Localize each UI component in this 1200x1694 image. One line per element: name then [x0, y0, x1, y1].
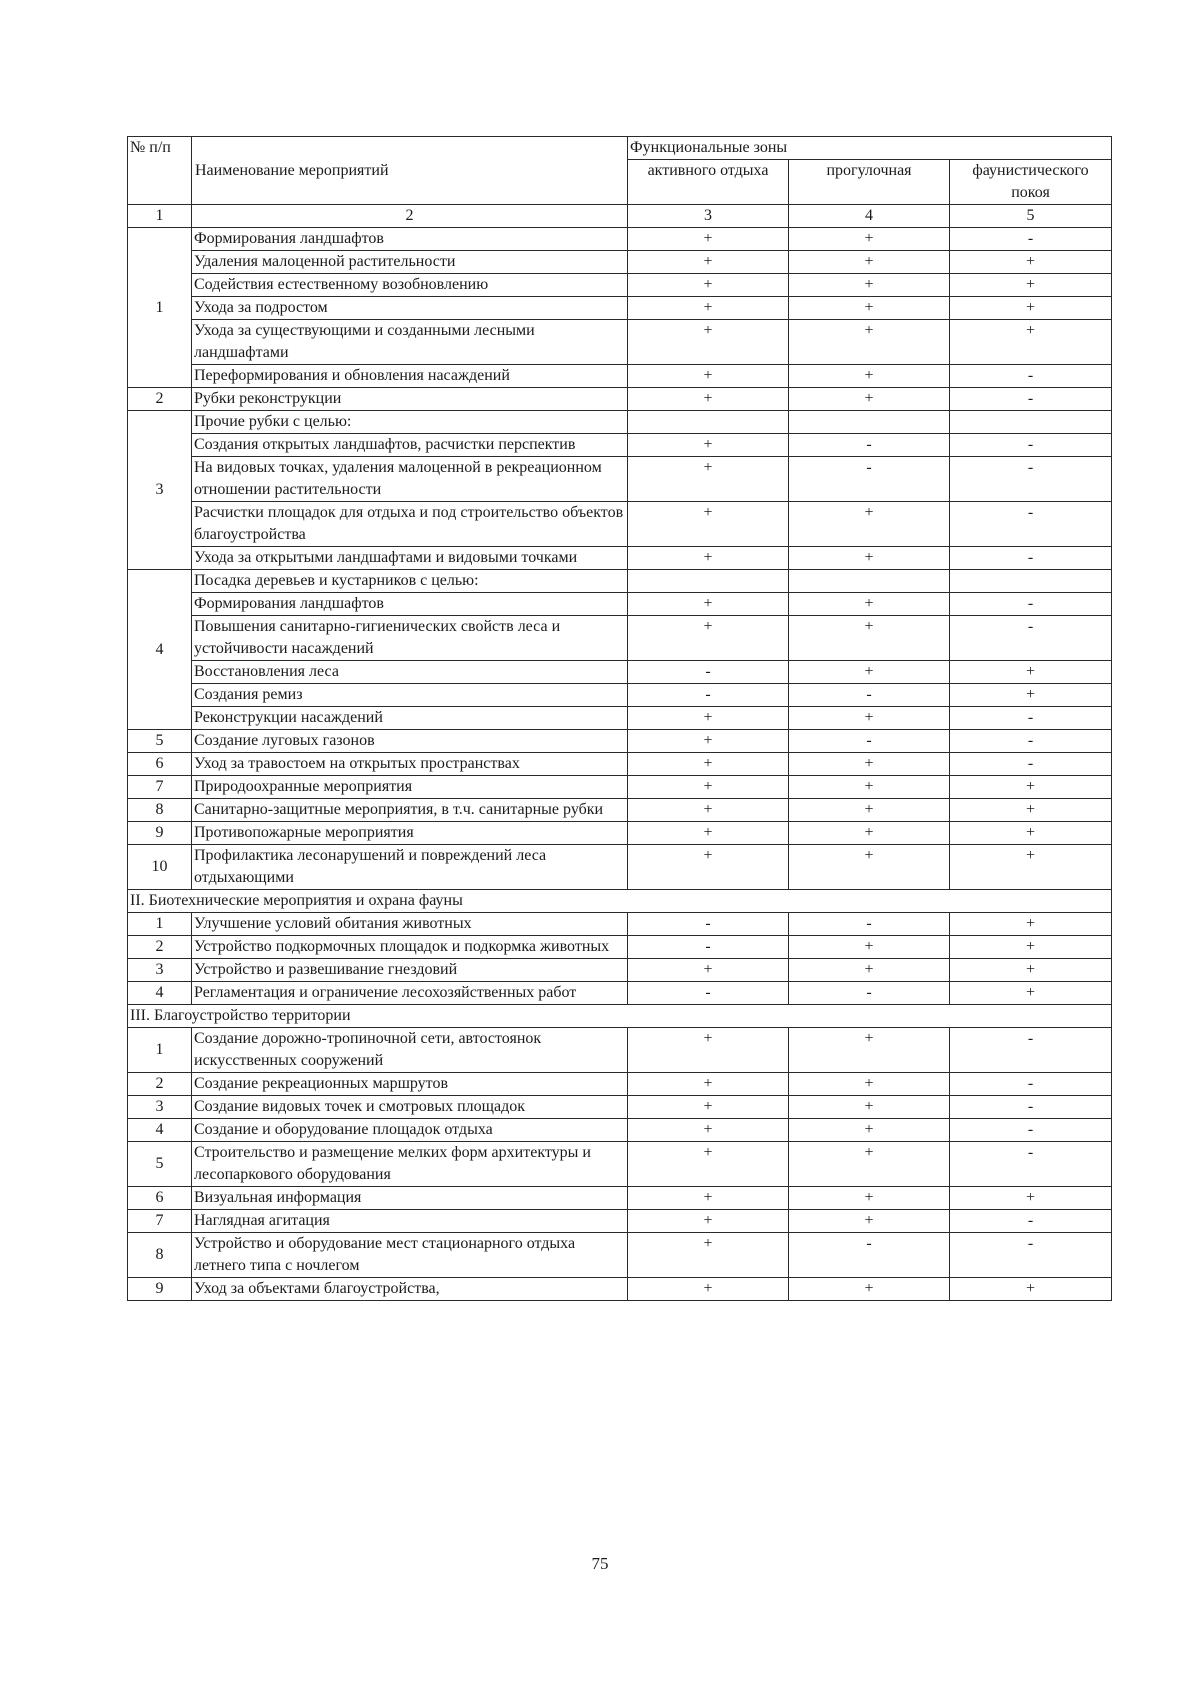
measure-name: Уход за травостоем на открытых пространствах — [192, 753, 628, 776]
zone-mark: + — [789, 365, 950, 388]
zone-mark: - — [789, 434, 950, 457]
measure-name: Строительство и размещение мелких форм архитектуры и лесопаркового оборудования — [192, 1142, 628, 1187]
zone-mark-empty — [628, 570, 789, 593]
zone-mark: + — [628, 799, 789, 822]
zone-mark: - — [789, 982, 950, 1005]
row-number: 6 — [128, 1187, 192, 1210]
table-row — [128, 411, 1112, 434]
measure-name: Устройство подкормочных площадок и подкормка животных — [192, 936, 628, 959]
measure-name: Расчистки площадок для отдыха и под строительство объектов благоустройства — [192, 502, 628, 547]
row-number: 1 — [128, 913, 192, 936]
zone-mark: + — [628, 1278, 789, 1301]
zone-mark: + — [628, 1096, 789, 1119]
row-number: 1 — [128, 228, 192, 388]
zone-mark: + — [789, 297, 950, 320]
table-row — [128, 1142, 1112, 1187]
measure-name: Формирования ландшафтов — [192, 593, 628, 616]
section-title: II. Биотехнические мероприятия и охрана фауны — [128, 890, 1112, 913]
measures-table — [127, 136, 1112, 1301]
zone-mark: + — [628, 776, 789, 799]
zone-mark: + — [789, 822, 950, 845]
zone-mark: + — [950, 982, 1112, 1005]
table-row — [128, 799, 1112, 822]
table-row — [128, 913, 1112, 936]
measure-name: На видовых точках, удаления малоценной в рекреационном отношении растительности — [192, 457, 628, 502]
zone-mark: + — [628, 547, 789, 570]
zone-mark: + — [628, 707, 789, 730]
zone-mark: - — [789, 684, 950, 707]
zone-mark: + — [789, 251, 950, 274]
zone-mark: + — [628, 434, 789, 457]
row-number: 3 — [128, 959, 192, 982]
row-number: 9 — [128, 822, 192, 845]
zone-mark: + — [628, 593, 789, 616]
zone-mark: + — [950, 1187, 1112, 1210]
zone-mark: - — [950, 388, 1112, 411]
zone-mark: + — [950, 320, 1112, 365]
zone-mark: + — [628, 753, 789, 776]
measure-name: Создание рекреационных маршрутов — [192, 1073, 628, 1096]
table-row — [128, 297, 1112, 320]
zone-mark: + — [628, 388, 789, 411]
zone-mark: - — [950, 502, 1112, 547]
column-number: 5 — [950, 205, 1112, 228]
zone-mark: + — [628, 1233, 789, 1278]
zone-mark: - — [628, 684, 789, 707]
zone-mark: + — [789, 228, 950, 251]
row-number: 2 — [128, 936, 192, 959]
zone-mark: - — [789, 1233, 950, 1278]
table-row — [128, 388, 1112, 411]
zone-mark: - — [950, 707, 1112, 730]
zone-mark: + — [789, 959, 950, 982]
column-number: 1 — [128, 205, 192, 228]
header-name: Наименование мероприятий — [192, 137, 628, 205]
zone-mark: + — [628, 822, 789, 845]
zone-mark: + — [950, 1278, 1112, 1301]
table-row — [128, 1028, 1112, 1073]
table-row — [128, 1233, 1112, 1278]
table-row — [128, 1210, 1112, 1233]
measure-name: Восстановления леса — [192, 661, 628, 684]
zone-mark: + — [789, 799, 950, 822]
zone-mark: + — [628, 1028, 789, 1073]
zone-mark: - — [950, 1096, 1112, 1119]
header-zone-walking: прогулочная — [789, 160, 950, 205]
table-row — [128, 1096, 1112, 1119]
zone-mark: + — [950, 959, 1112, 982]
measure-name: Рубки реконструкции — [192, 388, 628, 411]
table-row — [128, 251, 1112, 274]
zone-mark: + — [789, 753, 950, 776]
zone-mark: + — [628, 1142, 789, 1187]
table-row — [128, 753, 1112, 776]
zone-mark: - — [789, 913, 950, 936]
zone-mark: + — [789, 593, 950, 616]
row-number: 10 — [128, 845, 192, 890]
table-row — [128, 434, 1112, 457]
zone-mark: + — [789, 845, 950, 890]
table-row — [128, 1278, 1112, 1301]
row-number: 5 — [128, 730, 192, 753]
measure-name: Создания ремиз — [192, 684, 628, 707]
zone-mark: + — [950, 845, 1112, 890]
zone-mark: - — [628, 661, 789, 684]
column-number: 2 — [192, 205, 628, 228]
table-row — [128, 593, 1112, 616]
zone-mark: + — [628, 365, 789, 388]
zone-mark: + — [950, 297, 1112, 320]
table-row — [128, 776, 1112, 799]
zone-mark: + — [789, 1142, 950, 1187]
zone-mark: - — [789, 730, 950, 753]
row-number: 4 — [128, 1119, 192, 1142]
table-row — [128, 457, 1112, 502]
measure-name: Устройство и развешивание гнездовий — [192, 959, 628, 982]
zone-mark: - — [950, 753, 1112, 776]
row-number: 8 — [128, 1233, 192, 1278]
zone-mark: + — [628, 616, 789, 661]
table-row — [128, 1119, 1112, 1142]
zone-mark: + — [789, 707, 950, 730]
zone-mark: + — [950, 776, 1112, 799]
zone-mark: + — [789, 1028, 950, 1073]
measure-name: Ухода за подростом — [192, 297, 628, 320]
zone-mark-empty — [789, 411, 950, 434]
measure-name: Природоохранные мероприятия — [192, 776, 628, 799]
group-title: Прочие рубки с целью: — [192, 411, 628, 434]
zone-mark: - — [950, 1210, 1112, 1233]
zone-mark: + — [950, 684, 1112, 707]
zone-mark: + — [628, 1187, 789, 1210]
zone-mark: - — [950, 1233, 1112, 1278]
zone-mark: - — [950, 457, 1112, 502]
zone-mark: + — [789, 661, 950, 684]
row-number: 5 — [128, 1142, 192, 1187]
table-row — [128, 936, 1112, 959]
zone-mark: - — [628, 913, 789, 936]
row-number: 1 — [128, 1028, 192, 1073]
zone-mark-empty — [950, 411, 1112, 434]
zone-mark: - — [628, 982, 789, 1005]
measure-name: Противопожарные мероприятия — [192, 822, 628, 845]
table-body — [128, 228, 1112, 1301]
zone-mark: + — [789, 1210, 950, 1233]
zone-mark: + — [789, 936, 950, 959]
header-zone-fauna: фаунистического покоя — [950, 160, 1112, 205]
zone-mark: + — [789, 1096, 950, 1119]
zone-mark: + — [789, 388, 950, 411]
page-number: 75 — [591, 1554, 609, 1573]
measure-name: Создания открытых ландшафтов, расчистки перспектив — [192, 434, 628, 457]
measure-name: Создание видовых точек и смотровых площадок — [192, 1096, 628, 1119]
zone-mark: - — [950, 1028, 1112, 1073]
measure-name: Создание дорожно-тропиночной сети, автостоянок искусственных сооружений — [192, 1028, 628, 1073]
zone-mark: - — [950, 593, 1112, 616]
measure-name: Уход за объектами благоустройства, — [192, 1278, 628, 1301]
column-number: 3 — [628, 205, 789, 228]
row-number: 8 — [128, 799, 192, 822]
measure-name: Регламентация и ограничение лесохозяйственных работ — [192, 982, 628, 1005]
group-title: Посадка деревьев и кустарников с целью: — [192, 570, 628, 593]
measure-name: Ухода за существующими и созданными лесными ландшафтами — [192, 320, 628, 365]
zone-mark: + — [789, 776, 950, 799]
zone-mark: - — [950, 365, 1112, 388]
row-number: 9 — [128, 1278, 192, 1301]
zone-mark: + — [628, 1073, 789, 1096]
zone-mark: + — [789, 1278, 950, 1301]
table-row — [128, 616, 1112, 661]
measure-name: Санитарно-защитные мероприятия, в т.ч. санитарные рубки — [192, 799, 628, 822]
header-number: № п/п — [128, 137, 192, 205]
section-header-row — [128, 890, 1112, 913]
measure-name: Повышения санитарно-гигиенических свойств леса и устойчивости насаждений — [192, 616, 628, 661]
row-number: 3 — [128, 411, 192, 570]
row-number: 7 — [128, 1210, 192, 1233]
zone-mark: + — [789, 547, 950, 570]
zone-mark: - — [950, 616, 1112, 661]
table-row — [128, 845, 1112, 890]
zone-mark-empty — [950, 570, 1112, 593]
zone-mark: + — [628, 1210, 789, 1233]
measure-name: Профилактика лесонарушений и повреждений леса отдыхающими — [192, 845, 628, 890]
measure-name: Ухода за открытыми ландшафтами и видовыми точками — [192, 547, 628, 570]
header-zone-active: активного отдыха — [628, 160, 789, 205]
row-number: 6 — [128, 753, 192, 776]
table-row — [128, 661, 1112, 684]
row-number: 2 — [128, 1073, 192, 1096]
measure-name: Создание и оборудование площадок отдыха — [192, 1119, 628, 1142]
zone-mark: + — [789, 502, 950, 547]
zone-mark: + — [628, 274, 789, 297]
column-number: 4 — [789, 205, 950, 228]
table-row — [128, 502, 1112, 547]
measure-name: Переформирования и обновления насаждений — [192, 365, 628, 388]
zone-mark: + — [628, 845, 789, 890]
measure-name: Удаления малоценной растительности — [192, 251, 628, 274]
zone-mark-empty — [628, 411, 789, 434]
measure-name: Визуальная информация — [192, 1187, 628, 1210]
measure-name: Содействия естественному возобновлению — [192, 274, 628, 297]
zone-mark: + — [789, 616, 950, 661]
zone-mark: + — [789, 1187, 950, 1210]
row-number: 7 — [128, 776, 192, 799]
zone-mark: + — [628, 959, 789, 982]
zone-mark: + — [628, 1119, 789, 1142]
zone-mark: + — [628, 730, 789, 753]
zone-mark: - — [950, 434, 1112, 457]
section-title: III. Благоустройство территории — [128, 1005, 1112, 1028]
zone-mark: - — [950, 1073, 1112, 1096]
zone-mark: + — [789, 1073, 950, 1096]
table-row — [128, 959, 1112, 982]
table-row — [128, 982, 1112, 1005]
zone-mark: - — [950, 1119, 1112, 1142]
zone-mark: + — [628, 297, 789, 320]
table-row — [128, 320, 1112, 365]
zone-mark: + — [950, 913, 1112, 936]
zone-mark: - — [789, 457, 950, 502]
zone-mark: - — [950, 228, 1112, 251]
table-row — [128, 730, 1112, 753]
table-row — [128, 1187, 1112, 1210]
zone-mark: + — [628, 320, 789, 365]
zone-mark: + — [628, 457, 789, 502]
zone-mark: + — [950, 661, 1112, 684]
table-row — [128, 570, 1112, 593]
zone-mark-empty — [789, 570, 950, 593]
table-row — [128, 1073, 1112, 1096]
zone-mark: + — [789, 1119, 950, 1142]
zone-mark: + — [628, 251, 789, 274]
row-number: 2 — [128, 388, 192, 411]
measure-name: Устройство и оборудование мест стационарного отдыха летнего типа с ночлегом — [192, 1233, 628, 1278]
header-zones-group: Функциональные зоны — [628, 137, 1112, 160]
row-number: 4 — [128, 570, 192, 730]
zone-mark: + — [950, 936, 1112, 959]
measure-name: Реконструкции насаждений — [192, 707, 628, 730]
table-row — [128, 822, 1112, 845]
measure-name: Формирования ландшафтов — [192, 228, 628, 251]
table-row — [128, 684, 1112, 707]
row-number: 4 — [128, 982, 192, 1005]
zone-mark: + — [950, 274, 1112, 297]
measure-name: Улучшение условий обитания животных — [192, 913, 628, 936]
zone-mark: + — [789, 274, 950, 297]
zone-mark: + — [950, 799, 1112, 822]
table-row — [128, 547, 1112, 570]
zone-mark: + — [628, 502, 789, 547]
zone-mark: - — [950, 1142, 1112, 1187]
zone-mark: + — [789, 320, 950, 365]
table-row — [128, 707, 1112, 730]
section-header-row — [128, 1005, 1112, 1028]
measure-name: Наглядная агитация — [192, 1210, 628, 1233]
zone-mark: + — [950, 822, 1112, 845]
zone-mark: + — [950, 251, 1112, 274]
measure-name: Создание луговых газонов — [192, 730, 628, 753]
row-number: 3 — [128, 1096, 192, 1119]
zone-mark: - — [628, 936, 789, 959]
zone-mark: - — [950, 730, 1112, 753]
table-row — [128, 365, 1112, 388]
table-row — [128, 228, 1112, 251]
zone-mark: + — [628, 228, 789, 251]
zone-mark: - — [950, 547, 1112, 570]
table-row — [128, 274, 1112, 297]
